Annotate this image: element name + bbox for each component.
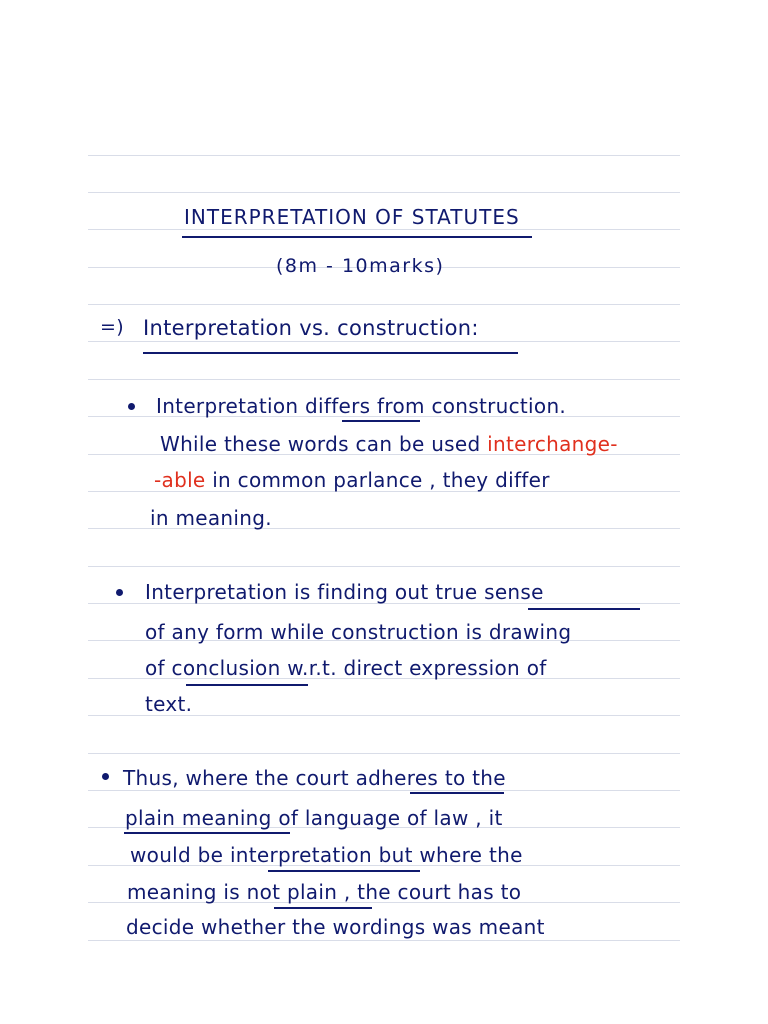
ruled-line [88, 790, 680, 791]
term-underline [268, 870, 420, 872]
term-underline [124, 832, 290, 834]
bullet-2-line-3: of conclusion w.r.t. direct expression of [145, 656, 547, 680]
heading-underline [143, 352, 518, 354]
ruled-line [88, 341, 680, 342]
bullet-1-line-2: While these words can be used interchange- [160, 432, 618, 456]
ruled-line [88, 229, 680, 230]
term-underline [410, 792, 504, 794]
bullet-1-line-1: Interpretation differs from construction. [156, 394, 567, 418]
page-title: INTERPRETATION OF STATUTES [184, 205, 520, 229]
ruled-line [88, 566, 680, 567]
bullet-dot [128, 403, 135, 410]
bullet-dot [116, 589, 123, 596]
bullet-2-line-2: of any form while construction is drawing [145, 620, 572, 644]
bullet-3-line-1: Thus, where the court adheres to the [123, 766, 506, 790]
title-underline [182, 236, 532, 238]
section-heading: Interpretation vs. construction: [143, 316, 479, 340]
ruled-line [88, 304, 680, 305]
bullet-1-line-3: -able in common parlance , they differ [154, 468, 550, 492]
highlighted-term: interchange- [487, 432, 618, 456]
highlighted-term: -able [154, 468, 206, 492]
ruled-line [88, 753, 680, 754]
underlined-term: differs [305, 394, 371, 418]
term-underline [274, 907, 372, 909]
bullet-2-line-1: Interpretation is finding out true sense [145, 580, 544, 604]
ruled-line [88, 379, 680, 380]
bullet-3-line-5: decide whether the wordings was meant [126, 915, 545, 939]
bullet-dot [102, 773, 109, 780]
ruled-line [88, 192, 680, 193]
marks-note: (8m - 10marks) [276, 255, 445, 277]
bullet-3-line-3: would be interpretation but where the [130, 843, 523, 867]
heading-arrow: =) [100, 316, 124, 338]
term-underline [342, 420, 420, 422]
ruled-line [88, 155, 680, 156]
term-underline [186, 684, 308, 686]
term-underline [528, 608, 640, 610]
bullet-2-line-4: text. [145, 692, 193, 716]
bullet-3-line-4: meaning is not plain , the court has to [127, 880, 522, 904]
bullet-3-line-2: plain meaning of language of law , it [125, 806, 503, 830]
ruled-line [88, 940, 680, 941]
bullet-1-line-4: in meaning. [150, 506, 272, 530]
